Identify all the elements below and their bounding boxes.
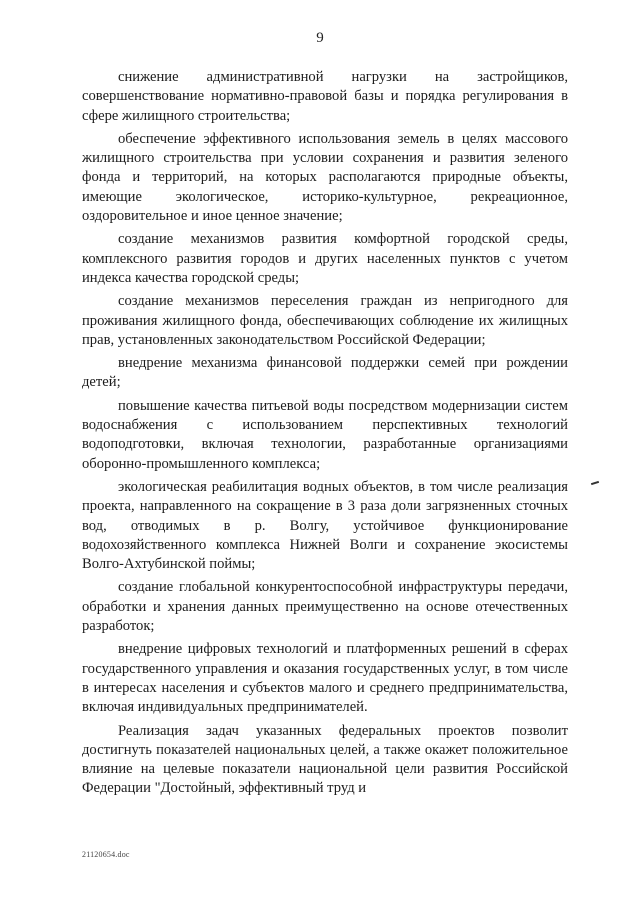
paragraph: экологическая реабилитация водных объектов, в том числе реализация проекта, направленного на сокращение в 3 раза доли загрязненных сточных вод, отводимых в р. Волгу, устойчивое функционирование водохозяйственного комплекса Нижней Волги и сохранение экосистемы Волго-Ахтубинской поймы; bbox=[82, 478, 568, 573]
paragraph: обеспечение эффективного использования земель в целях массового жилищного строительства при условии сохранения и развития зеленого фонда и территорий, на которых располагаются природные объекты, имеющие экологическое, историко-культурное, рекреационное, оздоровительное и иное ценное значение; bbox=[82, 130, 568, 225]
page-number: 9 bbox=[316, 30, 324, 46]
paragraph: создание механизмов переселения граждан из непригодного для проживания жилищного фонда, обеспечивающих соблюдение их жилищных прав, установленных законодательством Российской Федерации; bbox=[82, 293, 568, 348]
paragraph: повышение качества питьевой воды посредством модернизации систем водоснабжения с использованием перспективных технологий водоподготовки, включая технологии, разработанные организациями оборонно-промышленного комплекса; bbox=[82, 397, 568, 472]
paragraph: Реализация задач указанных федеральных проектов позволит достигнуть показателей национальных целей, а также окажет положительное влияние на целевые показатели национальной цели развития Российской Федерации "Достойный, эффективный труд и bbox=[82, 722, 568, 797]
paragraph: снижение административной нагрузки на застройщиков, совершенствование нормативно-правовой базы и порядка регулирования в сфере жилищного строительства; bbox=[82, 69, 568, 124]
document-body bbox=[82, 68, 568, 803]
footer-filename: 21120654.doc bbox=[82, 850, 130, 859]
margin-mark bbox=[591, 481, 599, 485]
paragraph: создание глобальной конкурентоспособной инфраструктуры передачи, обработки и хранения данных преимущественно на основе отечественных разработок; bbox=[82, 579, 568, 635]
paragraph: создание механизмов развития комфортной городской среды, комплексного развития городов и других населенных пунктов с учетом индекса качества городской среды; bbox=[82, 231, 568, 286]
paragraph: внедрение цифровых технологий и платформенных решений в сферах государственного управления и оказания государственных услуг, в том числе в интересах населения и субъектов малого и среднего предпринимательства, включая индивидуальных предпринимателей. bbox=[82, 641, 568, 716]
paragraph: внедрение механизма финансовой поддержки семей при рождении детей; bbox=[82, 355, 568, 391]
